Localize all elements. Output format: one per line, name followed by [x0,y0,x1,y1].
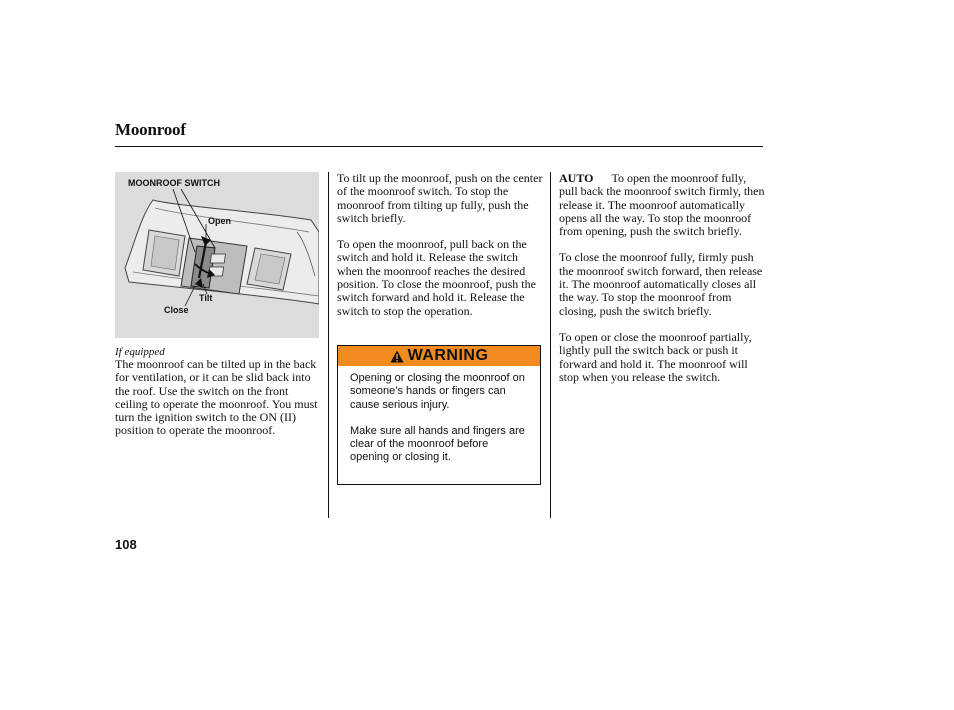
figure-heading: MOONROOF SWITCH [128,178,220,188]
column-divider-right [550,172,551,518]
open-label: Open [208,216,232,226]
close-fully-paragraph: To close the moonroof fully, firmly push the moonroof switch forward, then release it. The moonroof automatically closes all the way. To stop the moonroof from closing, push the switch briefly. [559,250,763,318]
page-title: Moonroof [115,120,186,139]
figure-caption: If equipped [115,346,165,358]
tilt-paragraph: To tilt up the moonroof, push on the center of the moonroof switch. To stop the moonroof from tilting up fully, push the switch briefly. [337,171,543,225]
page-number: 108 [115,537,137,552]
tilt-label: Tilt [199,293,213,303]
partial-paragraph: To open or close the moonroof partially, lightly pull the switch back or push it forward and hold it. The moonroof will stop when you release the switch. [559,329,752,384]
column-2-text [337,172,543,318]
warning-paragraph-1: Opening or closing the moonroof on someone’s hands or fingers can cause serious injury. [350,372,525,411]
close-label: Close [164,305,189,315]
column-3-text [559,172,765,384]
warning-title: WARNING [407,347,489,364]
column-divider-left [328,172,329,518]
title-rule [115,146,763,147]
moonroof-switch-illustration [115,172,319,338]
warning-header [338,346,540,366]
open-close-paragraph: To open the moonroof, pull back on the switch and hold it. Release the switch when the moonroof reaches the desired position. To close the moonroof, push the switch forward and hold it. Release the switch to stop the operation. [337,237,536,318]
warning-box [337,345,541,485]
warning-body [338,366,540,465]
warning-paragraph-2: Make sure all hands and fingers are clear of the moonroof before opening or closing it. [350,424,525,464]
auto-text: To open the moonroof fully, pull back the moonroof switch firmly, then release it. The moonroof automatically opens all the way. To stop the moonroof from opening, push the switch briefly. [559,171,765,239]
auto-label: AUTO [559,171,594,185]
column-1-text [115,358,321,438]
warning-triangle-icon [390,350,404,363]
auto-paragraph [559,172,765,238]
column-1-paragraph: The moonroof can be tilted up in the back for ventilation, or it can be slid back into the roof. Use the switch on the front ceiling to operate the moonroof. You must turn the ignition switch to the ON (II) position to operate the moonroof. [115,357,318,438]
overhead-console-drawing [115,172,319,338]
